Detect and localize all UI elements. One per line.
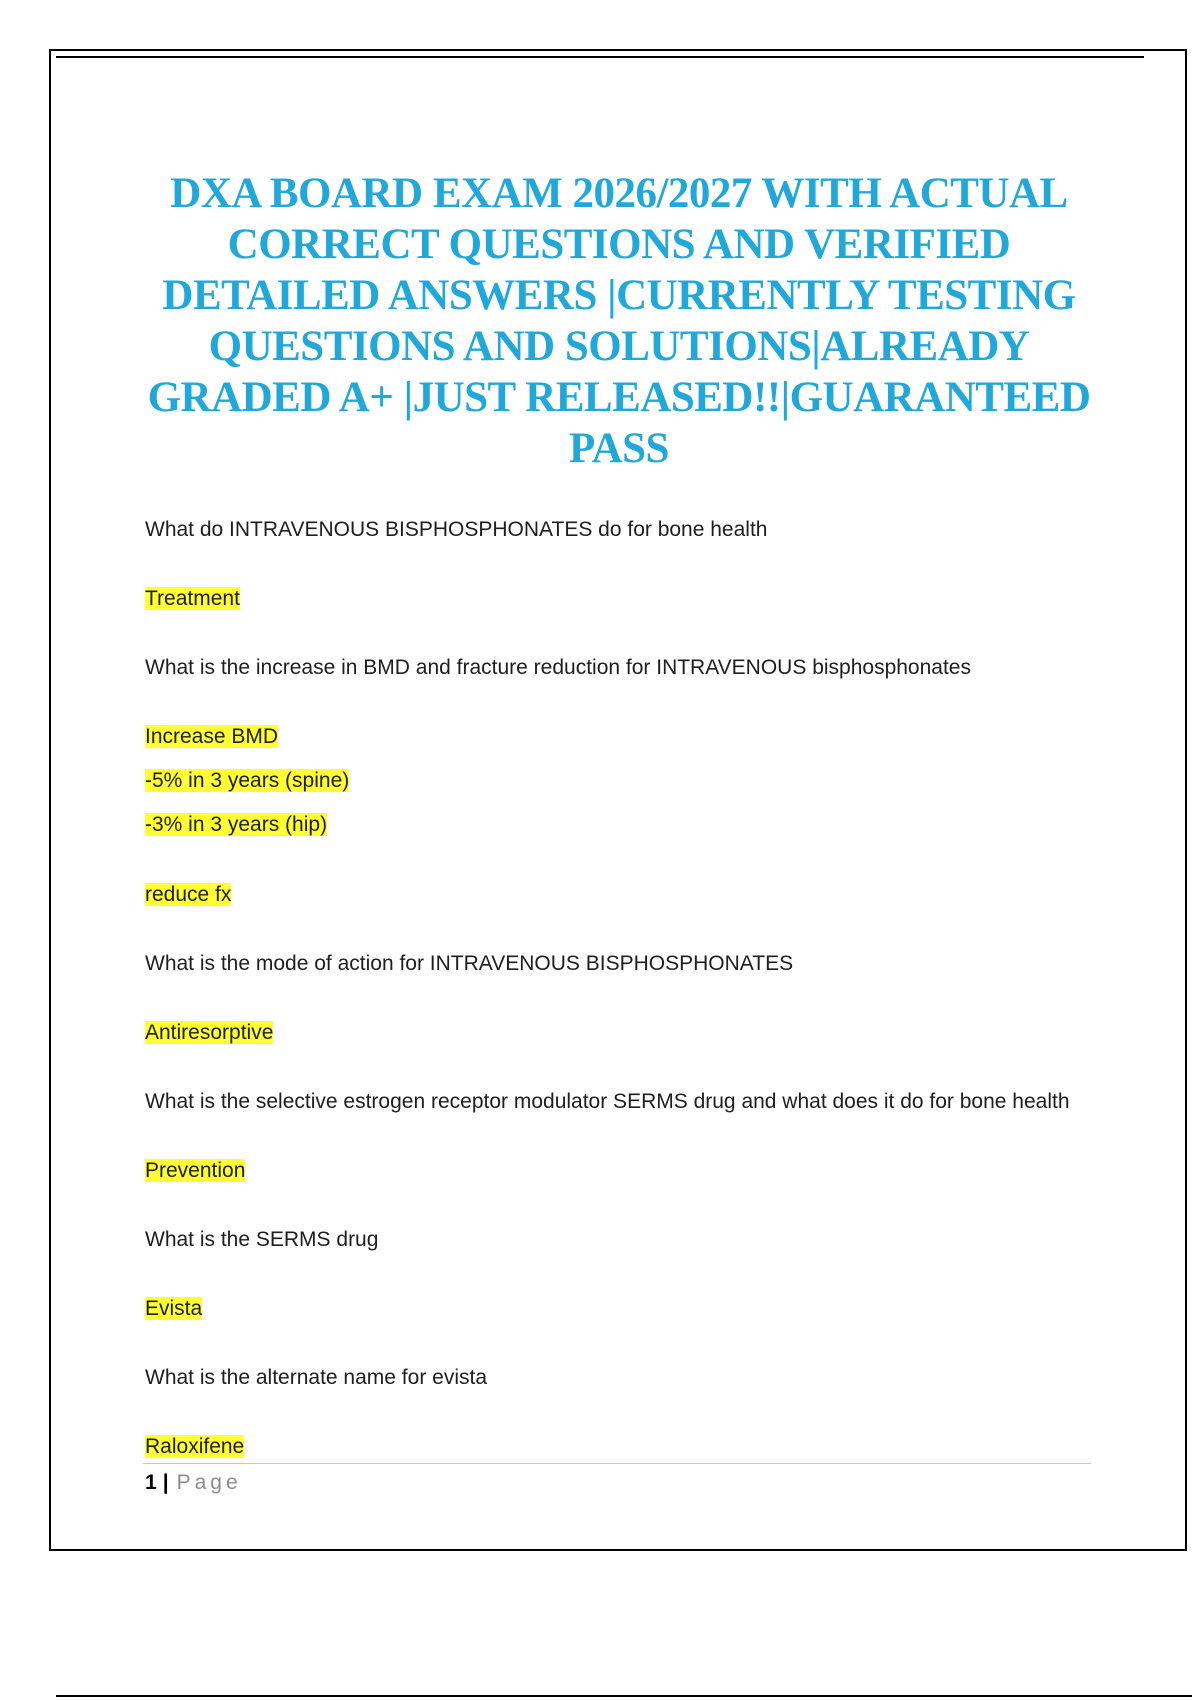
question-1: What do INTRAVENOUS BISPHOSPHONATES do for bone health xyxy=(145,518,768,541)
answer-2-line-4: reduce fx xyxy=(145,883,232,906)
answer-1 xyxy=(145,586,1075,612)
question-5: What is the SERMS drug xyxy=(145,1228,379,1251)
answer-3-line-1: Antiresorptive xyxy=(145,1021,274,1044)
answer-4-line-1: Prevention xyxy=(145,1159,246,1182)
question-4: What is the selective estrogen receptor modulator SERMS drug and what does it do for bone health xyxy=(145,1090,1070,1113)
page-footer xyxy=(145,1470,242,1496)
next-page-top-rule xyxy=(56,1695,1192,1697)
answer-6-line-1: Raloxifene xyxy=(145,1435,245,1458)
question-2: What is the increase in BMD and fracture reduction for INTRAVENOUS bisphosphonates xyxy=(145,656,971,679)
qa-content xyxy=(145,508,1075,1494)
document-title: DXA BOARD EXAM 2026/2027 WITH ACTUAL CORRECT QUESTIONS AND VERIFIED DETAILED ANSWERS |CURRENTLY TESTING QUESTIONS AND SOLUTIONS|ALREADY GRADED A+ |JUST RELEASED!!|GUARANTEED PASS xyxy=(147,170,1091,472)
answer-2 xyxy=(145,724,1075,908)
answer-2-line-1: Increase BMD xyxy=(145,725,279,748)
answer-1-line-1: Treatment xyxy=(145,587,240,610)
question-3: What is the mode of action for INTRAVENOUS BISPHOSPHONATES xyxy=(145,952,794,975)
answer-2-line-2: -5% in 3 years (spine) xyxy=(145,769,350,792)
question-6: What is the alternate name for evista xyxy=(145,1366,487,1389)
page-number: 1 xyxy=(145,1471,157,1494)
footer-rule xyxy=(143,1463,1091,1464)
answer-2-line-3: -3% in 3 years (hip) xyxy=(145,813,328,836)
page-separator: | xyxy=(162,1471,169,1494)
page-label: Page xyxy=(176,1471,242,1494)
answer-4 xyxy=(145,1158,1075,1184)
answer-3 xyxy=(145,1020,1075,1046)
answer-5 xyxy=(145,1296,1075,1322)
answer-5-line-1: Evista xyxy=(145,1297,203,1320)
top-rule xyxy=(56,56,1144,58)
answer-6 xyxy=(145,1434,1075,1460)
